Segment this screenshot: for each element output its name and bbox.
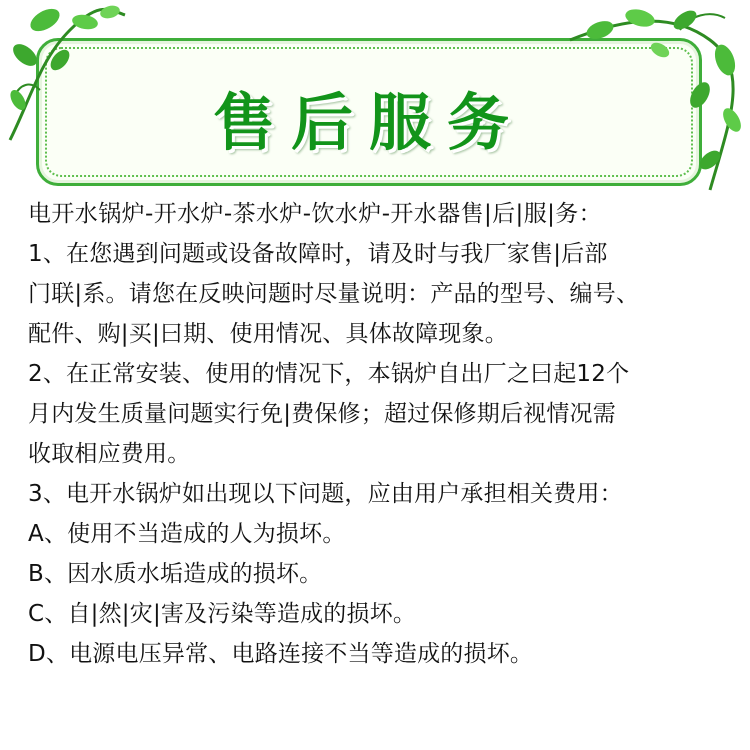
vine-leaves-icon [0,0,130,150]
text-line: 2、在正常安装、使用的情况下，本锅炉自出厂之曰起12个 [28,361,630,387]
text-line: 电开水锅炉-开水炉-茶水炉-饮水炉-开水器售|后|服|务： [28,201,603,227]
service-text [28,194,740,674]
page-title: 售后服务 [212,86,525,159]
text-line: 3、电开水锅炉如出现以下问题，应由用户承担相关费用： [28,481,623,507]
text-line: C、自|然|灾|害及污染等造成的损坏。 [28,601,417,627]
text-line: 收取相应费用。 [28,441,191,467]
text-line: D、电源电压异常、电路连接不当等造成的损坏。 [28,641,534,667]
text-line: B、因水质水垢造成的损坏。 [28,561,323,587]
text-line: 月内发生质量问题实行免|费保修；超过保修期后视情况需 [28,401,616,427]
text-line: 配件、购|买|曰期、使用情况、具体故障现象。 [28,321,508,347]
vine-leaves-icon [560,0,750,200]
text-line: A、使用不当造成的人为损坏。 [28,521,346,547]
text-line: 1、在您遇到问题或设备故障时，请及时与我厂家售|后部 [28,241,608,267]
text-line: 门联|系。请您在反映问题时尽量说明：产品的型号、编号、 [28,281,640,307]
